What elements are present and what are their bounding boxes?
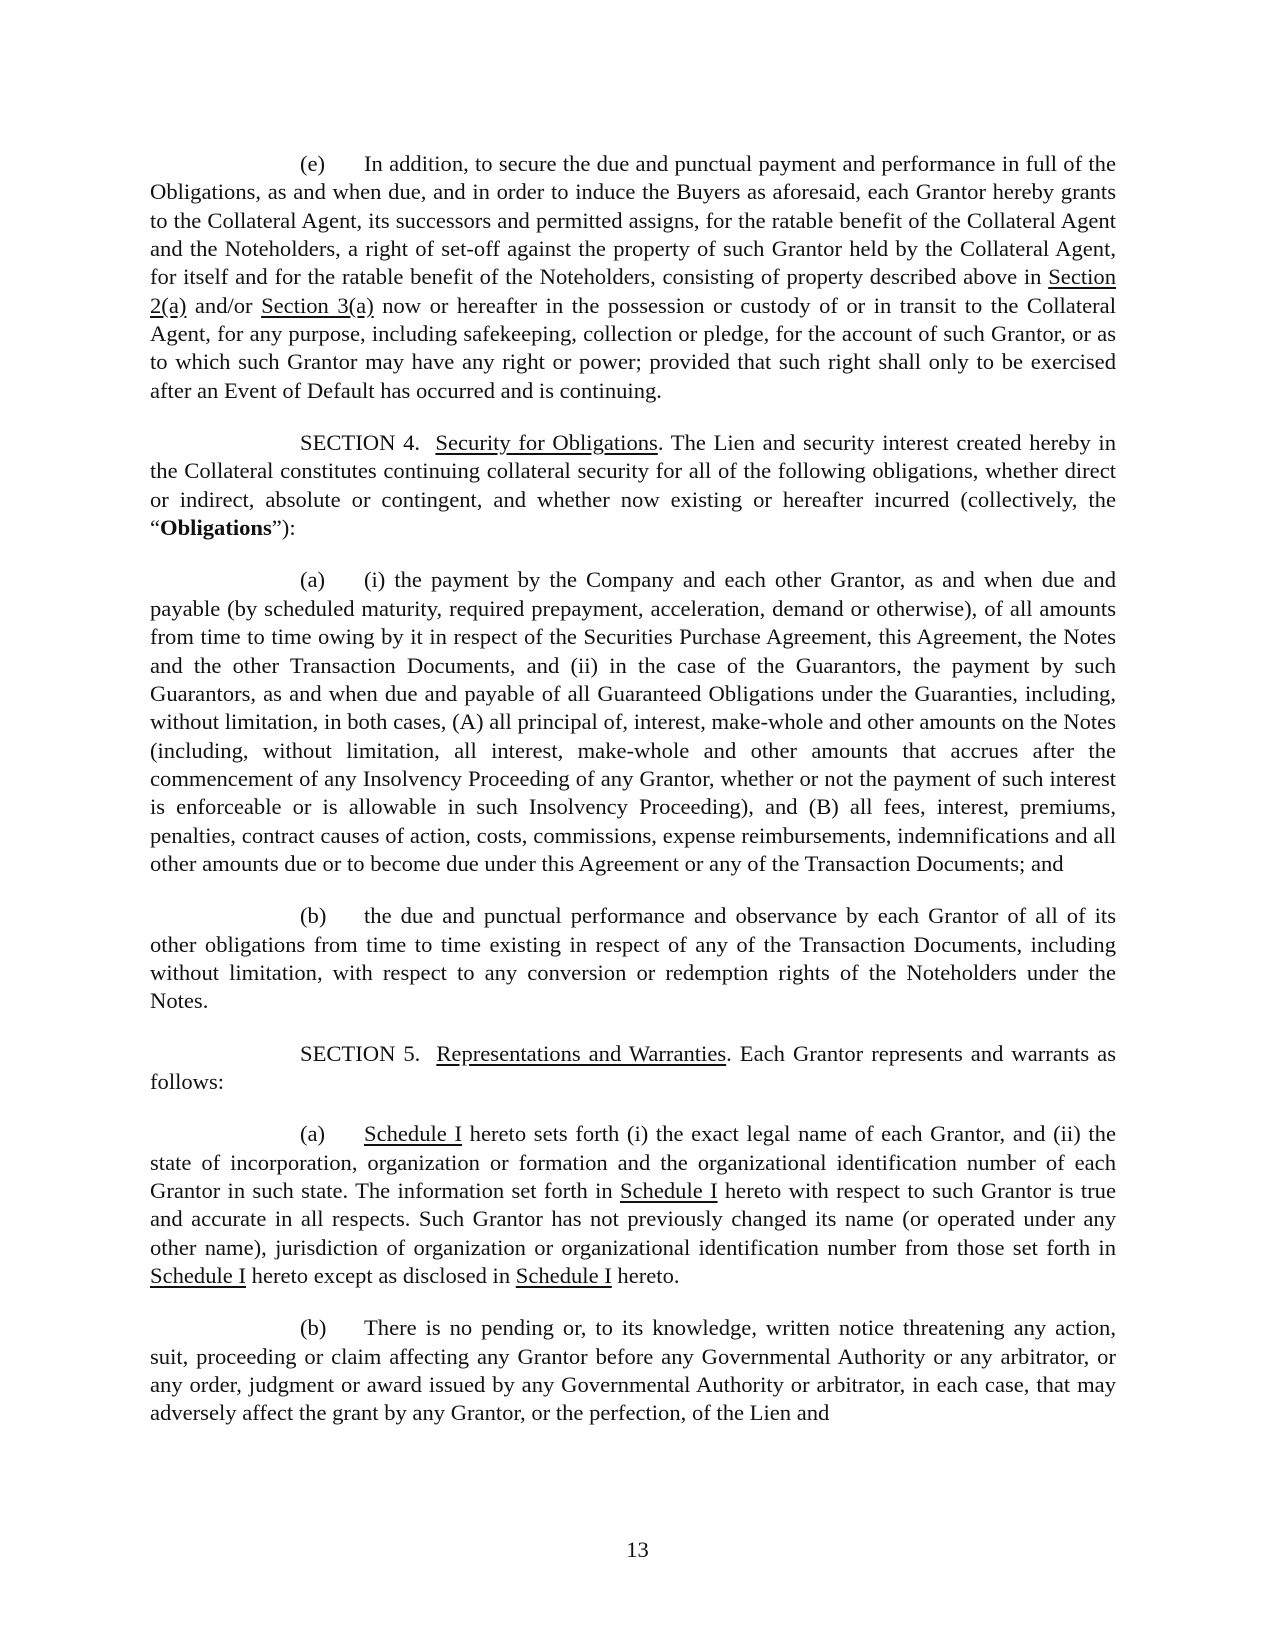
section-4: SECTION 4. Security for Obligations. The Lien and security interest created hereby in the Collateral constitutes continuing collateral security for all of the following obligations, whether direct or indirect, absolute or contingent, and whether now existing or hereafter incurred (collectively, the “Obligations”): (150, 430, 1117, 541)
section-reference: Section 3(a) (261, 292, 374, 318)
schedule-reference: Schedule I (515, 1263, 612, 1289)
section-5-paragraph-a: (a) Schedule I hereto sets forth (i) the exact legal name of each Grantor, and (ii) the state of incorporation, organization or formation and the organizational identification number of each Grantor in such state. The information set forth in Schedule I hereto with respect to such Grantor is true and accurate in all respects. Such Grantor has not previously changed its name (or operated under any other name), jurisdiction of organization or organizational identification number from those set forth in Schedule I hereto except as disclosed in Schedule I hereto. (150, 1121, 1117, 1289)
section-title: Representations and Warranties (436, 1040, 727, 1066)
schedule-reference: Schedule I (619, 1178, 718, 1203)
section-reference: Section 2(a) (150, 264, 1116, 318)
paragraph-label: (a) (300, 1121, 326, 1147)
page-number: 13 (626, 1537, 649, 1562)
paragraph-label: (b) (300, 903, 327, 929)
section-number: SECTION 4. (300, 430, 421, 456)
section-4-paragraph-b: (b) the due and punctual performance and observance by each Grantor of all of its other obligations from time to time existing in respect of any of the Transaction Documents, including without limitation, with respect to any conversion or redemption rights of the Noteholders under the Notes. (150, 903, 1116, 1014)
document-page (150, 150, 1116, 1452)
paragraph-e: (e) In addition, to secure the due and punctual payment and performance in full of the Obligations, as and when due, and in order to induce the Buyers as aforesaid, each Grantor hereby grants to the Collateral Agent, its successors and permitted assigns, for the ratable benefit of the Collateral Agent and the Noteholders, a right of set-off against the property of such Grantor held by the Collateral Agent, for itself and for the ratable benefit of the Noteholders, consisting of property described above in Section 2(a) and/or Section 3(a) now or hereafter in the possession or custody of or in transit to the Collateral Agent, for any purpose, including safekeeping, collection or pledge, for the account of such Grantor, or as to which such Grantor may have any right or power; provided that such right shall only to be exercised after an Event of Default has occurred and is continuing. (150, 151, 1116, 403)
section-title: Security for Obligations (435, 430, 658, 456)
section-4-paragraph-a: (a) (i) the payment by the Company and each other Grantor, as and when due and payable (by scheduled maturity, required prepayment, acceleration, demand or otherwise), of all amounts from time to time owing by it in respect of the Securities Purchase Agreement, this Agreement, the Notes and the other Transaction Documents, and (ii) in the case of the Guarantors, the payment by such Guarantors, as and when due and payable of all Guaranteed Obligations under the Guaranties, including, without limitation, in both cases, (A) all principal of, interest, make-whole and other amounts on the Notes (including, without limitation, all interest, make-whole and other amounts that accrues after the commencement of any Insolvency Proceeding of any Grantor, whether or not the payment of such interest is enforceable or is allowable in such Insolvency Proceeding), and (B) all fees, interest, premiums, penalties, contract causes of action, costs, commissions, expense reimbursements, indemnifications and all other amounts due or to become due under this Agreement or any of the Transaction Documents; and (150, 567, 1116, 876)
paragraph-label: (e) (300, 151, 326, 176)
schedule-reference: Schedule I (150, 1263, 246, 1289)
defined-term: Obligations (160, 515, 272, 541)
paragraph-label: (a) (300, 567, 326, 593)
schedule-reference: Schedule I (364, 1121, 463, 1147)
section-number: SECTION 5. (300, 1040, 421, 1066)
paragraph-label: (b) (300, 1315, 327, 1341)
section-5: SECTION 5. Representations and Warranties. Each Grantor represents and warrants as follows: (150, 1040, 1117, 1094)
section-5-paragraph-b: (b) There is no pending or, to its knowledge, written notice threatening any action, suit, proceeding or claim affecting any Grantor before any Governmental Authority or any arbitrator, or any order, judgment or award issued by any Governmental Authority or arbitrator, in each case, that may adversely affect the grant by any Grantor, or the perfection, of the Lien and (150, 1315, 1116, 1426)
